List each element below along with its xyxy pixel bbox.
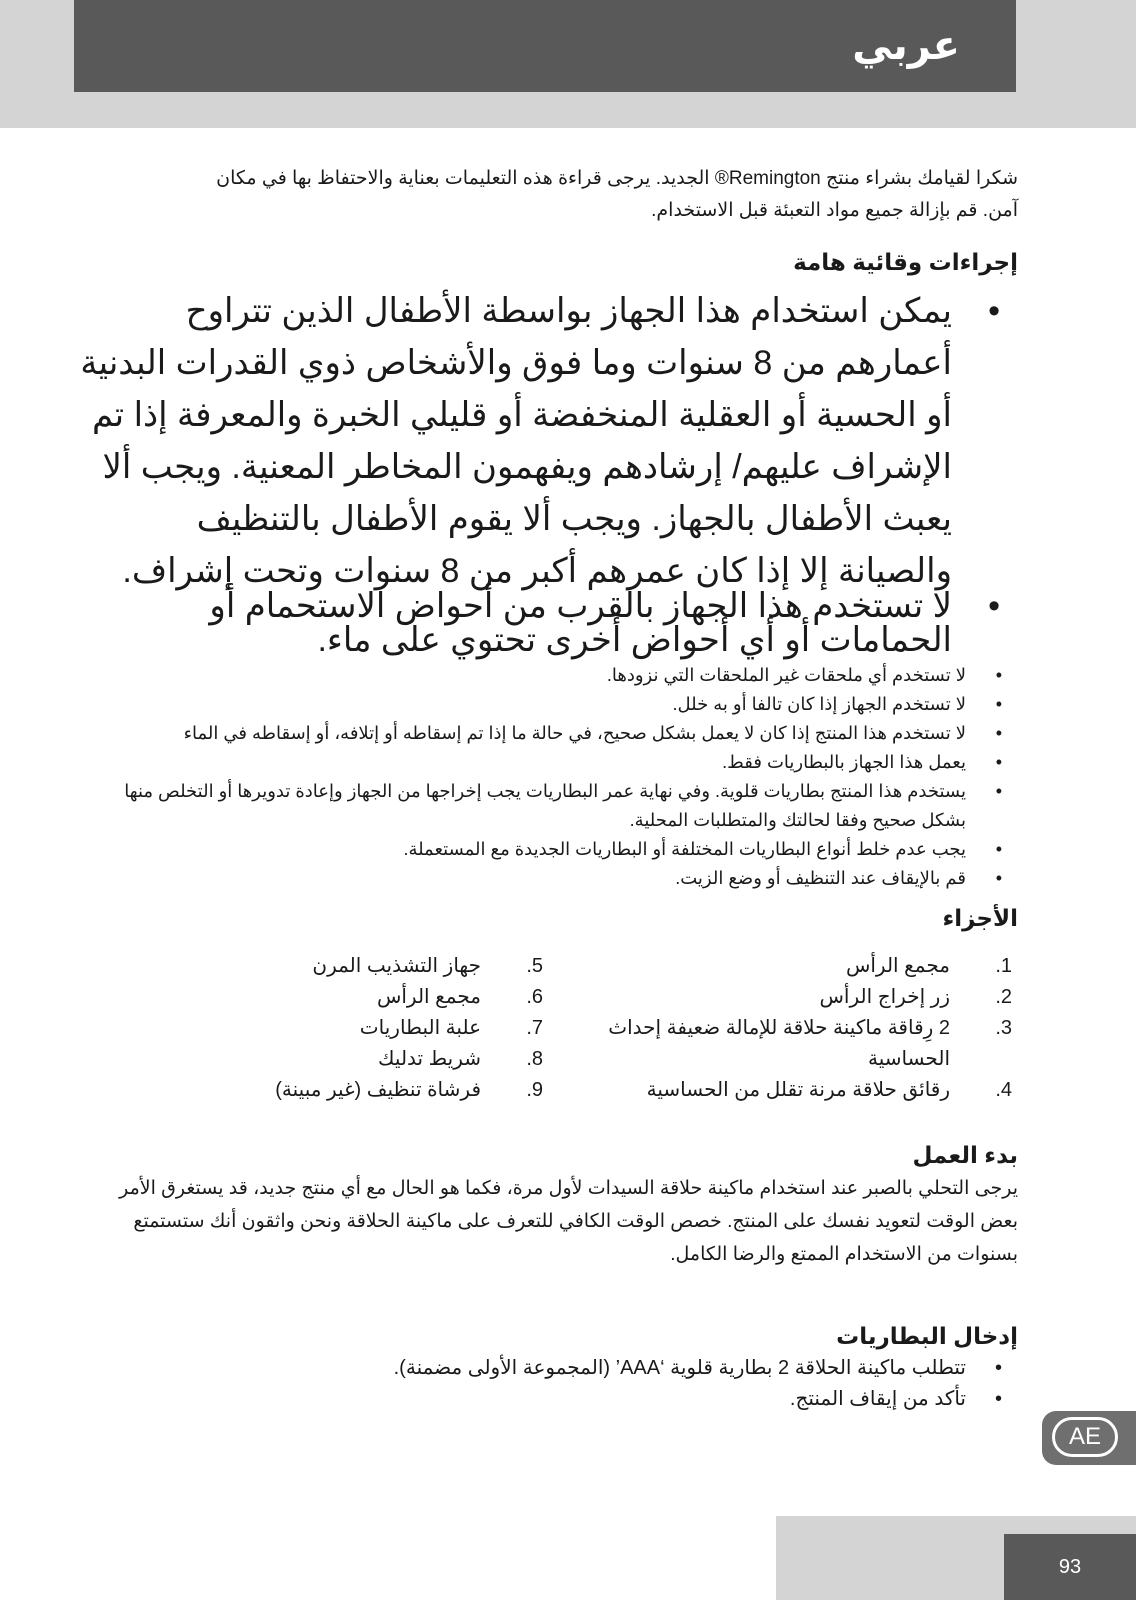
part-number: 9. <box>526 1079 543 1101</box>
part-number: 5. <box>526 955 543 977</box>
intro-line-2: آمن. قم بإزالة جميع مواد التعبئة قبل الاستخدام. <box>651 200 1018 221</box>
safety-heading: إجراءات وقائية هامة <box>793 249 1018 275</box>
list-item: • قم بالإيقاف عند التنظيف أو وضع الزيت. <box>80 864 1018 893</box>
language-code-badge: AE <box>1052 1417 1118 1457</box>
part-label: رقائق حلاقة مرنة تقلل من الحساسية <box>646 1079 950 1101</box>
parts-column-2 <box>80 951 549 1106</box>
page-number: 93 <box>1004 1534 1136 1600</box>
batteries-heading: إدخال البطاريات <box>836 1323 1018 1349</box>
part-item <box>549 951 1018 982</box>
part-item <box>549 1075 1018 1106</box>
part-label: شريط تدليك <box>378 1048 481 1070</box>
batteries-list <box>80 1353 1018 1415</box>
part-item <box>80 1044 549 1075</box>
getting-started-heading: بدء العمل <box>912 1142 1018 1168</box>
parts-column-1 <box>549 951 1018 1106</box>
part-number: 2. <box>995 986 1012 1008</box>
part-number: 8. <box>526 1048 543 1070</box>
part-label: زر إخراج الرأس <box>819 986 950 1008</box>
language-title: عربي <box>852 24 960 68</box>
page-content <box>80 163 1018 1415</box>
intro-line-1: شكرا لقيامك بشراء منتج Remington® الجديد. يرجى قراءة هذه التعليمات بعناية والاحتفاظ بها في مكان <box>216 168 1018 189</box>
part-label: مجمع الرأس <box>845 955 950 977</box>
list-item: • يجب عدم خلط أنواع البطاريات المختلفة أو البطاريات الجديدة مع المستعملة. <box>80 835 1018 864</box>
list-item: • يستخدم هذا المنتج بطاريات قلوية. وفي نهاية عمر البطاريات يجب إخراجها من الجهاز وإعادة تدويرها أو التخلص منها بشكل صحيح وفقا لحالتك والمتطلبات المحلية. <box>80 777 1018 835</box>
part-item <box>549 982 1018 1013</box>
parts-list <box>80 951 1018 1106</box>
list-item: • لا تستخدم هذا المنتج إذا كان لا يعمل بشكل صحيح، في حالة ما إذا تم إسقاطه أو إتلافه، أو إسقاطه في الماء <box>80 719 1018 748</box>
intro-paragraph <box>80 163 1018 227</box>
part-item <box>80 1075 549 1106</box>
part-item <box>80 1013 549 1044</box>
part-item <box>80 951 549 982</box>
language-header <box>74 0 1016 92</box>
part-label: مجمع الرأس <box>376 986 481 1008</box>
list-item: • يمكن استخدام هذا الجهاز بواسطة الأطفال الذين تتراوح أعمارهم من 8 سنوات وما فوق والأشخاص ذوي القدرات البدنية أو الحسية أو العقلية المنخفضة أو قليلي الخبرة والمعرفة إذا تم الإشراف عليهم/ إرشادهم ويفهمون المخاطر المعنية. ويجب ألا يعبث الأطفال بالجهاز. ويجب ألا يقوم الأطفال بالتنظيف والصيانة إلا إذا كان عمرهم أكبر من 8 سنوات وتحت إشراف. <box>80 285 1018 597</box>
part-number: 6. <box>526 986 543 1008</box>
language-code-tab <box>1042 1411 1136 1465</box>
safety-list <box>80 661 1018 893</box>
part-number: 7. <box>526 1017 543 1039</box>
part-number: 4. <box>995 1079 1012 1101</box>
part-label: فرشاة تنظيف (غير مبينة) <box>275 1079 481 1101</box>
part-item <box>549 1013 1018 1075</box>
getting-started-text: يرجى التحلي بالصبر عند استخدام ماكينة حلاقة السيدات لأول مرة، فكما هو الحال مع أي منتج جديد، قد يستغرق الأمر بعض الوقت لتعويد نفسك على المنتج. خصص الوقت الكافي للتعرف على ماكينة الحلاقة ونحن واثقون أنك ستستمتع بسنوات من الاستخدام الممتع والرضا الكامل. <box>119 1178 1018 1265</box>
list-item: • يعمل هذا الجهاز بالبطاريات فقط. <box>80 748 1018 777</box>
list-item: • تتطلب ماكينة الحلاقة 2 بطارية قلوية ‘AAA’ (المجموعة الأولى مضمنة). <box>80 1353 1018 1384</box>
part-number: 1. <box>995 955 1012 977</box>
part-item <box>80 982 549 1013</box>
part-label: علبة البطاريات <box>359 1017 481 1039</box>
part-label: جهاز التشذيب المرن <box>312 955 481 977</box>
list-item: • تأكد من إيقاف المنتج. <box>80 1384 1018 1415</box>
list-item: • لا تستخدم هذا الجهاز بالقرب من أحواض الاستحمام أو الحمامات أو أي أحواض أخرى تحتوي على ماء. <box>80 589 1018 657</box>
safety-big-list <box>80 285 1018 657</box>
list-item: • لا تستخدم الجهاز إذا كان تالفا أو به خلل. <box>80 690 1018 719</box>
part-number: 3. <box>995 1017 1012 1039</box>
list-item: • لا تستخدم أي ملحقات غير الملحقات التي نزودها. <box>80 661 1018 690</box>
part-label: 2 رِقاقة ماكينة حلاقة للإمالة ضعيفة إحداث الحساسية <box>608 1017 950 1070</box>
parts-heading: الأجزاء <box>942 905 1018 931</box>
